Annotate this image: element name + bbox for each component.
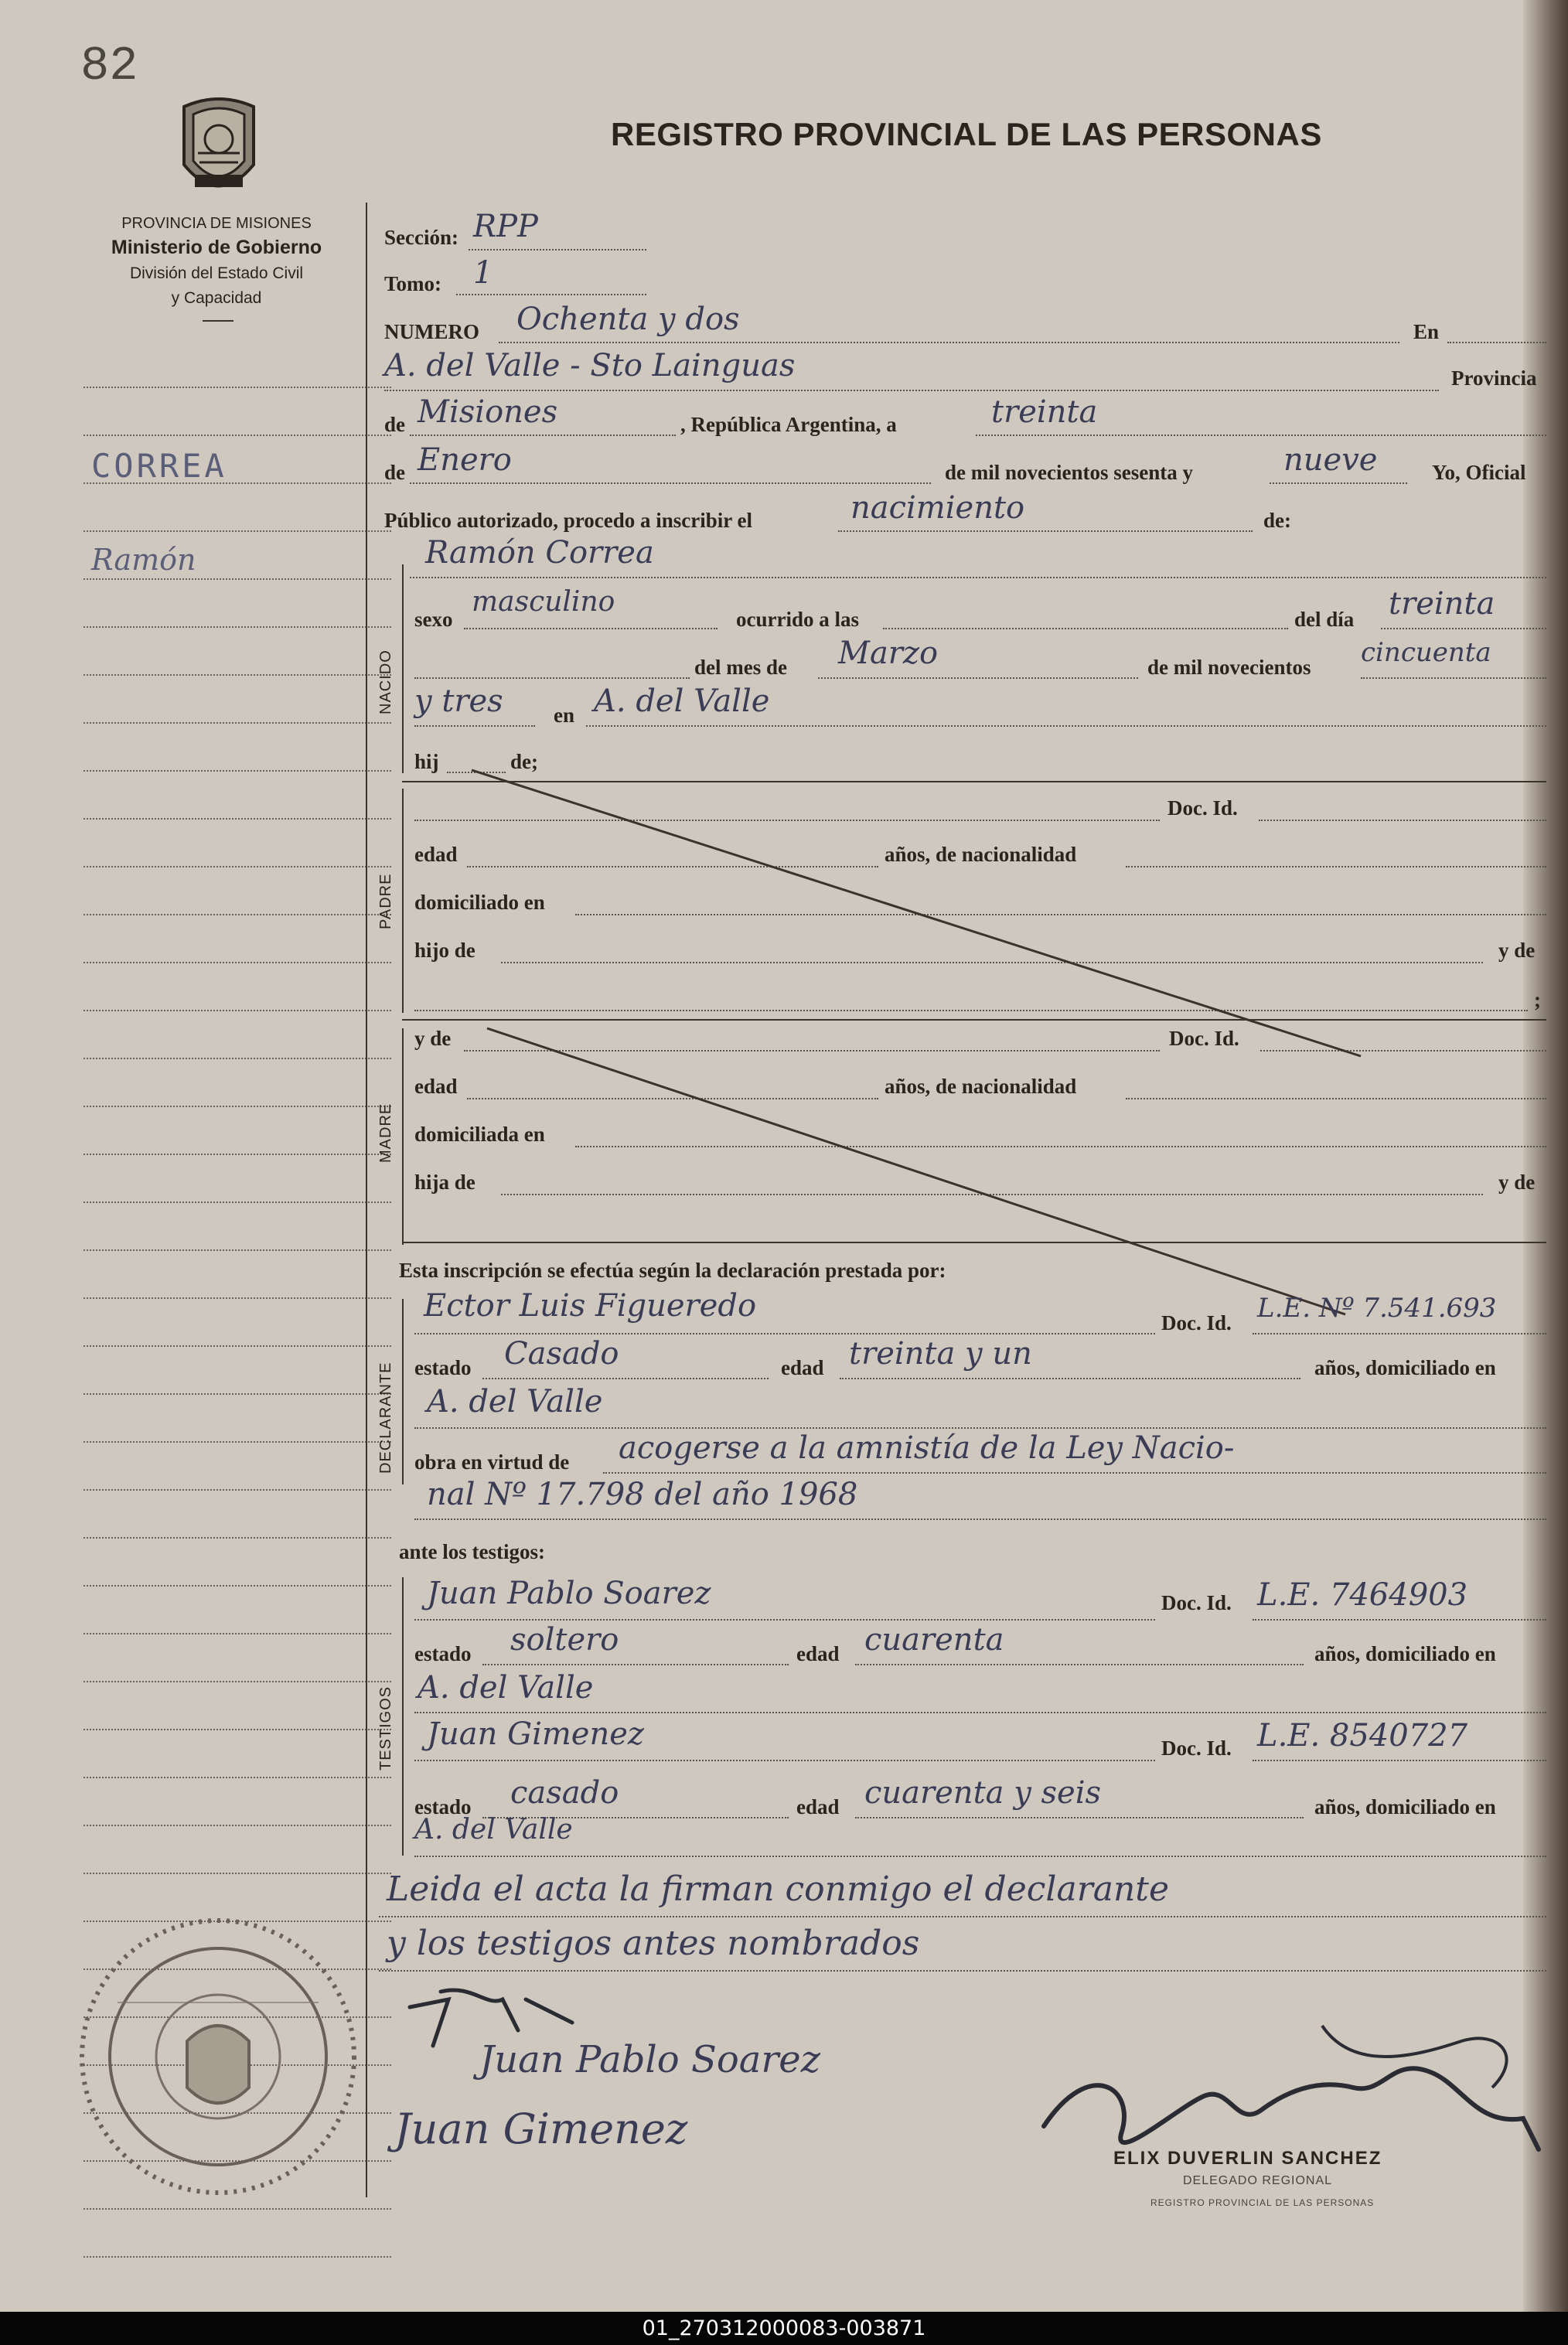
declarante-doc-value: L.E. Nº 7.541.693: [1257, 1293, 1497, 1324]
declaracion-label: Esta inscripción se efectúa según la declaración prestada por:: [399, 1259, 946, 1282]
testigo2-edad-value: cuarenta y seis: [864, 1775, 1102, 1811]
padre-y-de-label: y de: [1498, 939, 1536, 962]
declarante-name: Ector Luis Figueredo: [424, 1288, 757, 1324]
margin-line: [84, 1537, 391, 1539]
testigo1-name: Juan Pablo Soarez: [427, 1576, 711, 1611]
declarant-signature-icon: [402, 1976, 603, 2061]
testigo2-edad-label: edad: [796, 1795, 840, 1818]
agency-capacity: y Capacidad: [171, 289, 262, 307]
hij-de-label: de;: [510, 750, 538, 773]
provincia-label: Provincia: [1451, 366, 1537, 390]
lugar-value: A. del Valle - Sto Lainguas: [384, 348, 796, 383]
provincia-de-label: de: [384, 413, 405, 436]
publico-label: Público autorizado, procedo a inscribir el: [384, 509, 752, 532]
padre-dom-label: domiciliado en: [414, 891, 545, 914]
signature-testigo-1: Juan Pablo Soarez: [479, 2038, 820, 2081]
nacido-dia-value: treinta: [1389, 586, 1495, 622]
margin-line: [84, 1873, 391, 1874]
testigo2-name: Juan Gimenez: [427, 1716, 644, 1752]
declarante-estado-label: estado: [414, 1356, 472, 1379]
agency-division: División del Estado Civil: [129, 264, 304, 282]
margin-line: [84, 1777, 391, 1778]
testigo2-estado-value: casado: [510, 1775, 619, 1811]
hij-label: hij: [414, 750, 439, 773]
testigo2-estado-label: estado: [414, 1795, 472, 1818]
seccion-label: Sección:: [384, 226, 458, 249]
declarante-section-label: DECLARANTE: [377, 1362, 394, 1474]
testigo1-estado-value: soltero: [510, 1622, 619, 1658]
testigo1-doc-value: L.E. 7464903: [1257, 1577, 1468, 1613]
fecha-anio-value: nueve: [1283, 442, 1378, 478]
declarante-anios-label: años, domiciliado en: [1314, 1356, 1496, 1379]
margin-line: [84, 1345, 391, 1347]
testigo1-edad-label: edad: [796, 1642, 840, 1665]
testigo1-doc-label: Doc. Id.: [1161, 1591, 1232, 1614]
sexo-label: sexo: [414, 608, 453, 631]
obra-label: obra en virtud de: [414, 1450, 570, 1474]
nacido-anio-value: cincuenta: [1361, 637, 1491, 668]
testigo1-edad-value: cuarenta: [864, 1622, 1004, 1658]
nacido-name: Ramón Correa: [425, 535, 654, 571]
nacido-anio-cont: y tres: [414, 683, 503, 719]
numero-value: Ochenta y dos: [516, 302, 740, 337]
obra-value-cont: nal Nº 17.798 del año 1968: [427, 1477, 858, 1512]
testigo2-dom-value: A. del Valle: [414, 1814, 573, 1846]
declarante-dom-value: A. del Valle: [427, 1384, 603, 1420]
madre-doc-label: Doc. Id.: [1169, 1027, 1239, 1050]
testigos-section-label: TESTIGOS: [377, 1685, 394, 1771]
officer-office: REGISTRO PROVINCIAL DE LAS PERSONAS: [1150, 2197, 1375, 2208]
dia-value: treinta: [991, 394, 1098, 430]
fecha-de-label: de: [384, 461, 405, 484]
margin-line: [84, 1633, 391, 1634]
scan-footer: [0, 2312, 1568, 2345]
official-seal-icon: [71, 1910, 365, 2204]
ocurrido-label: ocurrido a las: [736, 608, 859, 631]
tomo-value: 1: [473, 255, 493, 291]
nacido-anio-label: de mil novecientos: [1147, 656, 1311, 679]
testigo1-anios-label: años, domiciliado en: [1314, 1642, 1496, 1665]
padre-hijo-label: hijo de: [414, 939, 476, 962]
declarante-doc-label: Doc. Id.: [1161, 1311, 1232, 1334]
en-label: En: [1413, 320, 1440, 343]
officer-title: DELEGADO REGIONAL: [1183, 2174, 1333, 2187]
margin-line: [84, 1489, 391, 1491]
margin-line: [84, 1729, 391, 1730]
agency-province: PROVINCIA DE MISIONES: [121, 215, 312, 232]
madre-hija-label: hija de: [414, 1171, 476, 1194]
testigo2-doc-label: Doc. Id.: [1161, 1737, 1232, 1760]
yo-oficial-label: Yo, Oficial: [1432, 461, 1526, 484]
declarante-edad-value: treinta y un: [849, 1336, 1032, 1372]
nacido-mes-value: Marzo: [838, 636, 939, 671]
document-title: REGISTRO PROVINCIAL DE LAS PERSONAS: [611, 116, 1322, 152]
padre-semicolon: ;: [1534, 988, 1541, 1011]
closing-line-1: Leida el acta la firman conmigo el declarante: [387, 1870, 1170, 1909]
declarante-estado-value: Casado: [504, 1336, 619, 1372]
testigo1-dom-value: A. del Valle: [418, 1670, 594, 1706]
obra-value: acogerse a la amnistía de la Ley Nacio-: [619, 1430, 1235, 1466]
tomo-label: Tomo:: [384, 272, 442, 295]
padre-doc-label: Doc. Id.: [1167, 796, 1238, 820]
agency-ministry: Ministerio de Gobierno: [111, 237, 322, 258]
testigo2-anios-label: años, domiciliado en: [1314, 1795, 1496, 1818]
margin-line: [84, 1441, 391, 1443]
madre-dom-label: domiciliada en: [414, 1123, 545, 1146]
fecha-anio-label: de mil novecientos sesenta y: [945, 461, 1193, 484]
margin-line: [84, 2256, 391, 2258]
madre-y-de-label: y de: [414, 1027, 452, 1050]
margin-line: [84, 1585, 391, 1587]
testigo1-estado-label: estado: [414, 1642, 472, 1665]
closing-line-2: y los testigos antes nombrados: [387, 1924, 920, 1963]
republica-label: , República Argentina, a: [680, 413, 897, 436]
margin-line: [84, 1825, 391, 1826]
declarante-edad-label: edad: [781, 1356, 824, 1379]
numero-label: NUMERO: [384, 320, 479, 343]
margin-line: [84, 2208, 391, 2210]
seccion-value: RPP: [473, 209, 538, 244]
padre-nac-label: años, de nacionalidad: [885, 843, 1077, 866]
margin-surname: CORREA: [91, 447, 227, 485]
nacido-section-label: NACIDO: [377, 649, 394, 714]
page-number: 82: [80, 39, 138, 94]
scan-filename: 01_270312000083-003871: [642, 2316, 926, 2340]
nacido-en-label: en: [554, 704, 574, 727]
officer-name: ELIX DUVERLIN SANCHEZ: [1113, 2148, 1382, 2169]
testigo2-doc-value: L.E. 8540727: [1257, 1718, 1468, 1754]
mes-label: del mes de: [694, 656, 787, 679]
signature-testigo-2: Juan Gimenez: [394, 2105, 688, 2153]
nacido-lugar-value: A. del Valle: [594, 683, 770, 719]
sexo-value: masculino: [472, 586, 615, 618]
publico-value: nacimiento: [850, 490, 1025, 526]
margin-given-name: Ramón: [91, 543, 196, 577]
madre-y-de2-label: y de: [1498, 1171, 1536, 1194]
madre-edad-label: edad: [414, 1075, 458, 1098]
padre-section-label: PADRE: [377, 873, 394, 929]
margin-line: [84, 1393, 391, 1395]
margin-line: [84, 1681, 391, 1682]
testigos-label: ante los testigos:: [399, 1540, 545, 1563]
madre-nac-label: años, de nacionalidad: [885, 1075, 1077, 1098]
publico-de-label: de:: [1263, 509, 1291, 532]
provincia-value: Misiones: [418, 394, 558, 430]
fecha-mes-value: Enero: [418, 442, 512, 478]
del-dia-label: del día: [1294, 608, 1355, 631]
madre-section-label: MADRE: [377, 1103, 394, 1163]
padre-edad-label: edad: [414, 843, 458, 866]
